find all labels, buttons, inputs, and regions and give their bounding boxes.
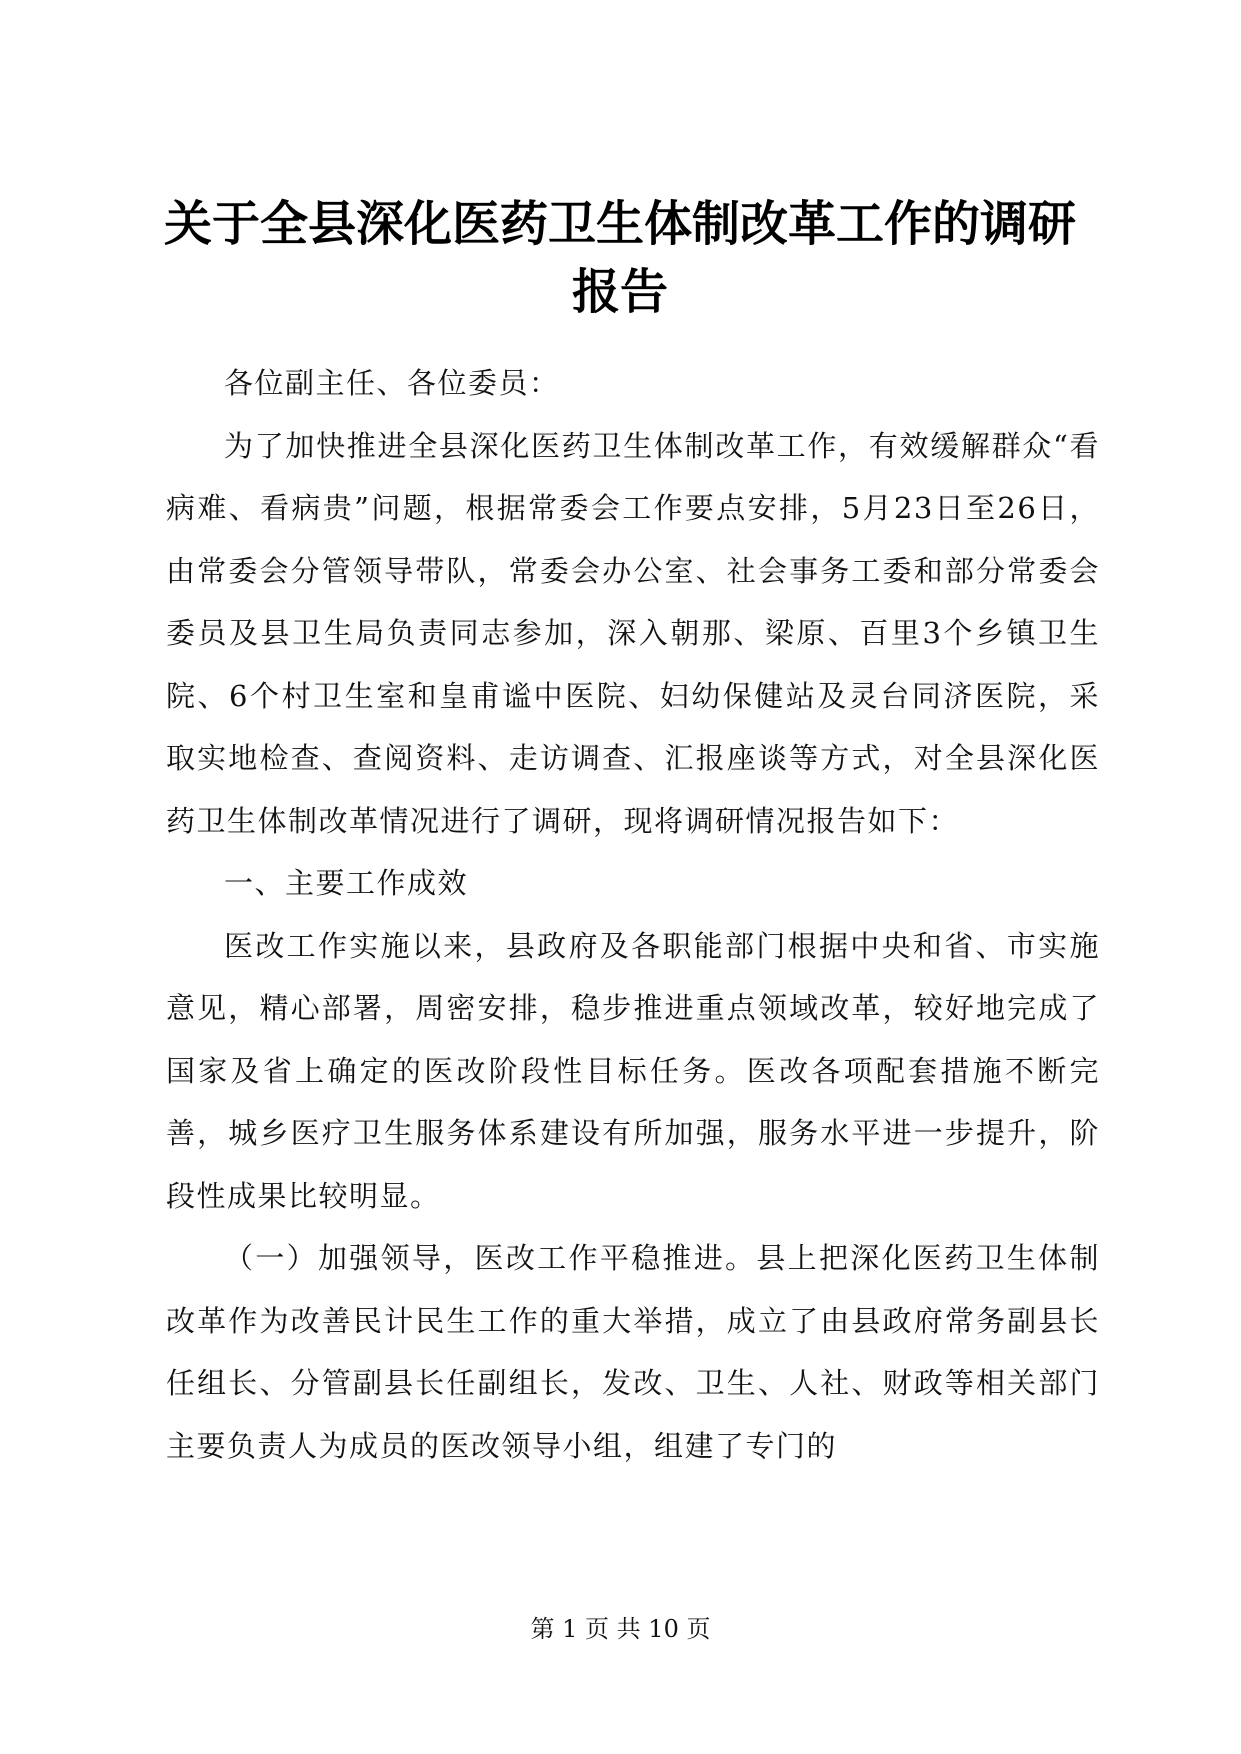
paragraph-intro: 为了加快推进全县深化医药卫生体制改革工作，有效缓解群众“看病难、看病贵”问题，根据常委会工作要点安排，5月23日至26日，由常委会分管领导带队，常委会办公室、社会事务工委和部分常委会委员及县卫生局负责同志参加，深入朝那、梁原、百里3个乡镇卫生院、6个村卫生室和皇甫谧中医院、妇幼保健站及灵台同济医院，采取实地检查、查阅资料、走访调查、汇报座谈等方式，对全县深化医药卫生体制改革情况进行了调研，现将调研情况报告如下： <box>166 428 1100 838</box>
paragraph-achievements: 医改工作实施以来，县政府及各职能部门根据中央和省、市实施意见，精心部署，周密安排，稳步推进重点领域改革，较好地完成了国家及省上确定的医改阶段性目标任务。医改各项配套措施不断完善，城乡医疗卫生服务体系建设有所加强，服务水平进一步提升，阶段性成果比较明显。 <box>166 928 1100 1213</box>
document-title: 关于全县深化医药卫生体制改革工作的调研报告 <box>163 196 1076 320</box>
document-body <box>166 352 1100 1477</box>
section-heading: 一、主要工作成效 <box>224 866 469 900</box>
salutation: 各位副主任、各位委员： <box>224 366 560 400</box>
paragraph-leadership: （一）加强领导，医改工作平稳推进。县上把深化医药卫生体制改革作为改善民计民生工作的重大举措，成立了由县政府常务副县长任组长、分管副县长任副组长，发改、卫生、人社、财政等相关部门主要负责人为成员的医改领导小组，组建了专门的 <box>166 1241 1100 1463</box>
page-number: 第 1 页 共 10 页 <box>530 1615 711 1643</box>
